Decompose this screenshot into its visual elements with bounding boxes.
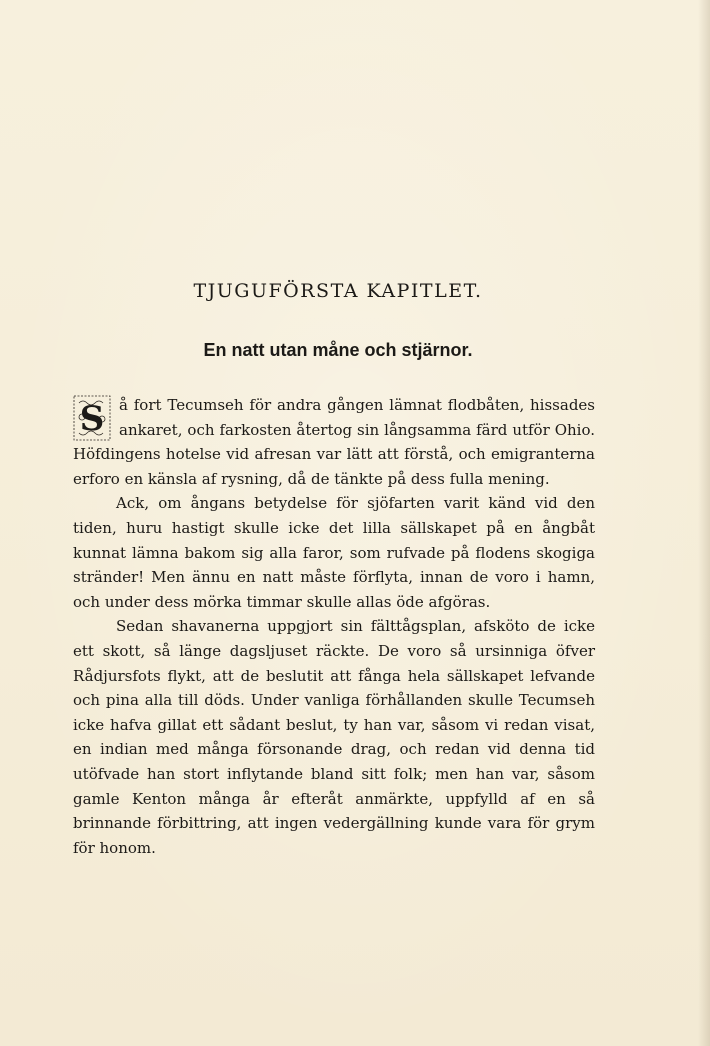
page-edge-shadow (698, 0, 710, 1046)
paragraph-3: Sedan shavanerna uppgjort sin fälttågsplan, afsköto de icke ett skott, så länge dagsljuset räckte. De voro så ursinniga öfver Rådjursfots flykt, att de beslutit att fånga hela sällskapet lefvande och pina alla till döds. Under vanliga förhållanden skulle Tecumseh icke hafva gillat ett sådant beslut, ty han var, såsom vi redan visat, en indian med många försonande drag, och redan vid denna tid utöfvade han stort inflytande bland sitt folk; men han var, såsom gamle Kenton många år efteråt anmärkte, uppfylld af en så brinnande förbittring, att ingen vedergällning kunde vara för grym för honom. (73, 617, 595, 857)
chapter-subtitle: En natt utan måne och stjärnor. (203, 340, 473, 360)
chapter-heading: TJUGUFÖRSTA KAPITLET. (193, 280, 483, 302)
chapter-body (73, 393, 595, 860)
paragraph-1 (73, 393, 595, 491)
drop-cap-letter: S (79, 399, 105, 439)
ornamental-drop-cap-s (73, 395, 111, 441)
paragraph-1-text: å fort Tecumseh för andra gången lämnat flodbåten, hissades ankaret, och farkosten återtog sin långsamma färd utför Ohio. Höfdingens hotelse vid afresan var lätt att förstå, och emigranterna erforo en känsla af rysning, då de tänkte på dess fulla mening. (73, 396, 595, 488)
paragraph-2: Ack, om ångans betydelse för sjöfarten varit känd vid den tiden, huru hastigt skulle icke det lilla sällskapet på en ångbåt kunnat lämna bakom sig alla faror, som rufvade på flodens skogiga stränder! Men ännu en natt måste förflyta, innan de voro i hamn, och under dess mörka timmar skulle allas öde afgöras. (73, 494, 595, 611)
